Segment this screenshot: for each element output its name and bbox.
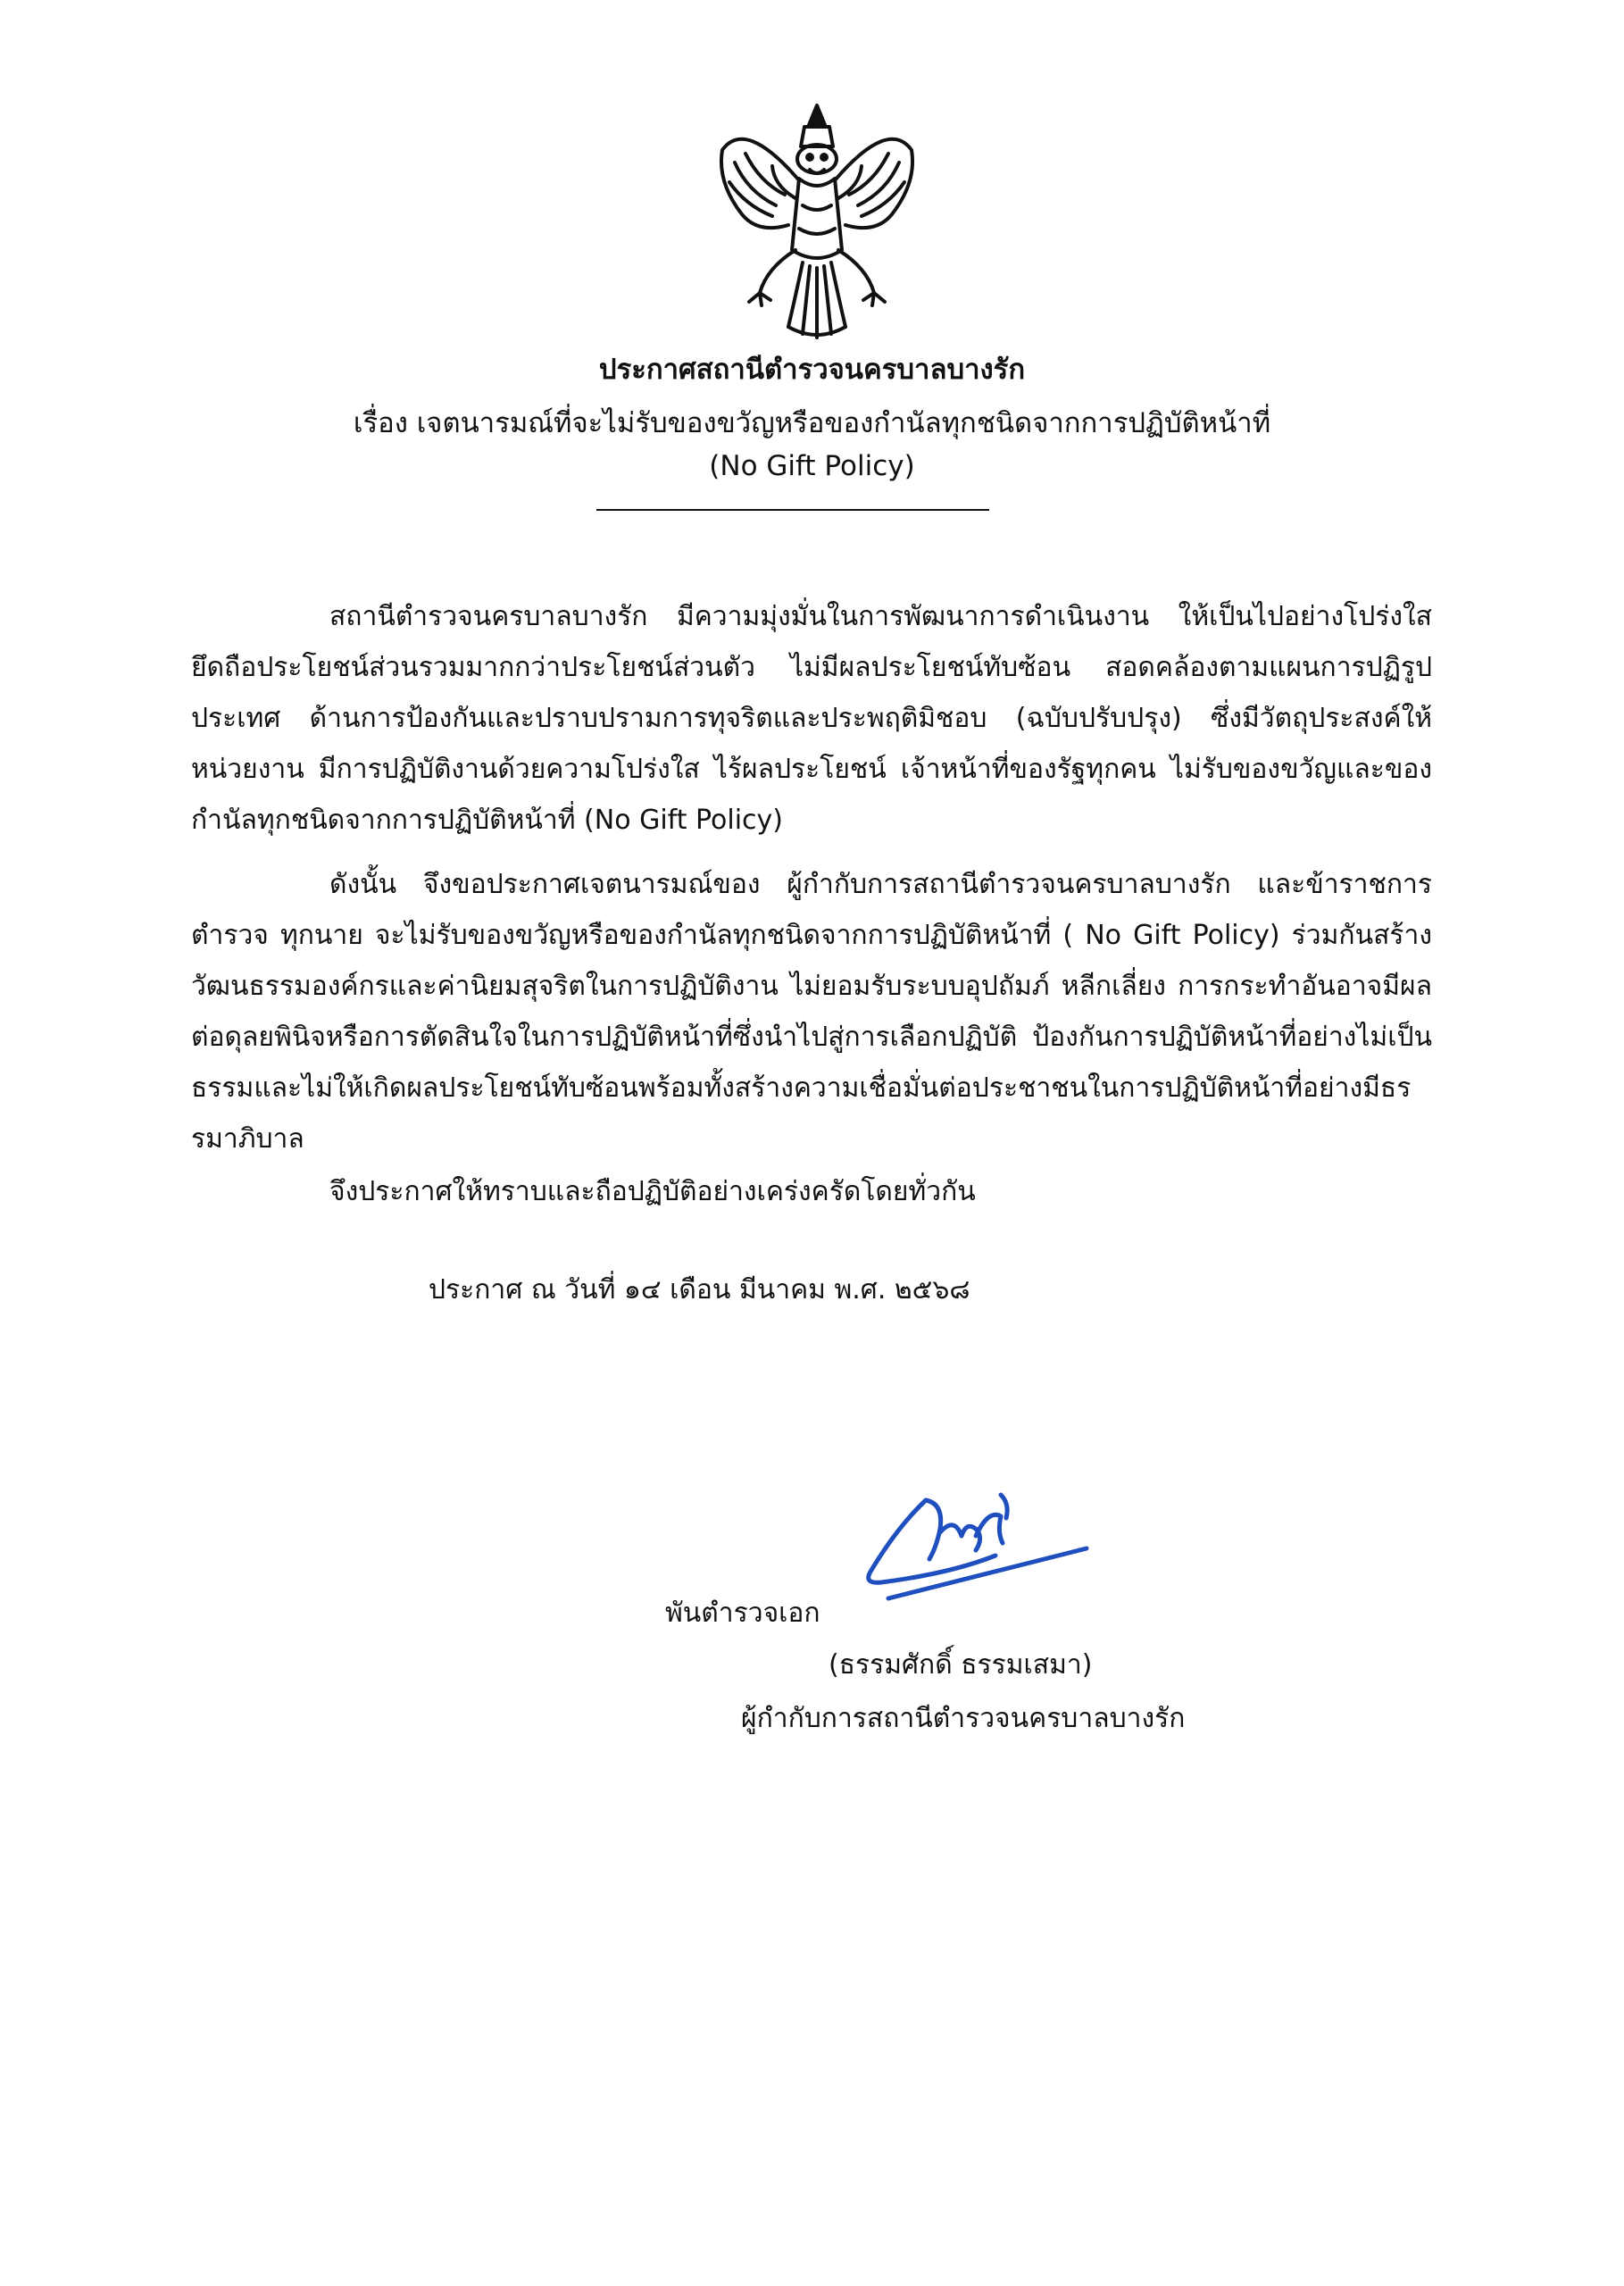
handwritten-signature — [844, 1473, 1103, 1625]
signer-rank: พันตำรวจเอก — [665, 1598, 820, 1629]
signer-name: (ธรรมศักดิ์ ธรรมเสมา) — [829, 1649, 1093, 1681]
body-paragraph: ดังนั้น จึงขอประกาศเจตนารมณ์ของ ผู้กำกับการสถานีตำรวจนครบาลบางรัก และข้าราชการตำรวจ ทุกนาย จะไม่รับของขวัญหรือของกำนัลทุกชนิดจากการปฏิบัติหน้าที่ ( No Gift Policy) ร่วมกันสร้างวัฒนธรรมองค์กรและค่านิยมสุจริตในการปฏิบัติงาน ไม่ยอมรับระบบอุปถัมภ์ หลีกเลี่ยง การกระทำอันอาจมีผลต่อดุลยพินิจหรือการตัดสินใจในการปฏิบัติหน้าที่ซึ่งนำไปสู่การเลือกปฏิบัติ ป้องกันการปฏิบัติหน้าที่อย่างไม่เป็นธรรมและไม่ให้เกิดผลประโยชน์ทับซ้อนพร้อมทั้งสร้างความเชื่อมั่นต่อประชาชนในการปฏิบัติหน้าที่อย่างมีธรรมาภิบาล — [191, 869, 1432, 1155]
announcement-date: ประกาศ ณ วันที่ ๑๔ เดือน มีนาคม พ.ศ. ๒๕๖๘ — [429, 1274, 970, 1306]
document-subtitle: (No Gift Policy) — [709, 450, 915, 482]
document-subject: เรื่อง เจตนารมณ์ที่จะไม่รับของขวัญหรือของกำนัลทุกชนิดจากการปฏิบัติหน้าที่ — [353, 407, 1271, 439]
document-title: ประกาศสถานีตำรวจนครบาลบางรัก — [598, 354, 1026, 386]
title-divider — [596, 509, 989, 511]
signer-position: ผู้กำกับการสถานีตำรวจนครบาลบางรัก — [741, 1703, 1186, 1734]
garuda-emblem-icon — [710, 100, 924, 341]
closing-paragraph: จึงประกาศให้ทราบและถือปฏิบัติอย่างเคร่งครัดโดยทั่วกัน — [329, 1176, 976, 1207]
body-paragraph: สถานีตำรวจนครบาลบางรัก มีความมุ่งมั่นในการพัฒนาการดำเนินงาน ให้เป็นไปอย่างโปร่งใส ยึดถือประโยชน์ส่วนรวมมากกว่าประโยชน์ส่วนตัว ไม่มีผลประโยชน์ทับซ้อน สอดคล้องตามแผนการปฏิรูปประเทศ ด้านการป้องกันและปราบปรามการทุจริตและประพฤติมิชอบ (ฉบับปรับปรุง) ซึ่งมีวัตถุประสงค์ให้หน่วยงาน มีการปฏิบัติงานด้วยความโปร่งใส ไร้ผลประโยชน์ เจ้าหน้าที่ของรัฐทุกคน ไม่รับของขวัญและของกำนัลทุกชนิดจากการปฏิบัติหน้าที่ (No Gift Policy) — [191, 601, 1432, 836]
